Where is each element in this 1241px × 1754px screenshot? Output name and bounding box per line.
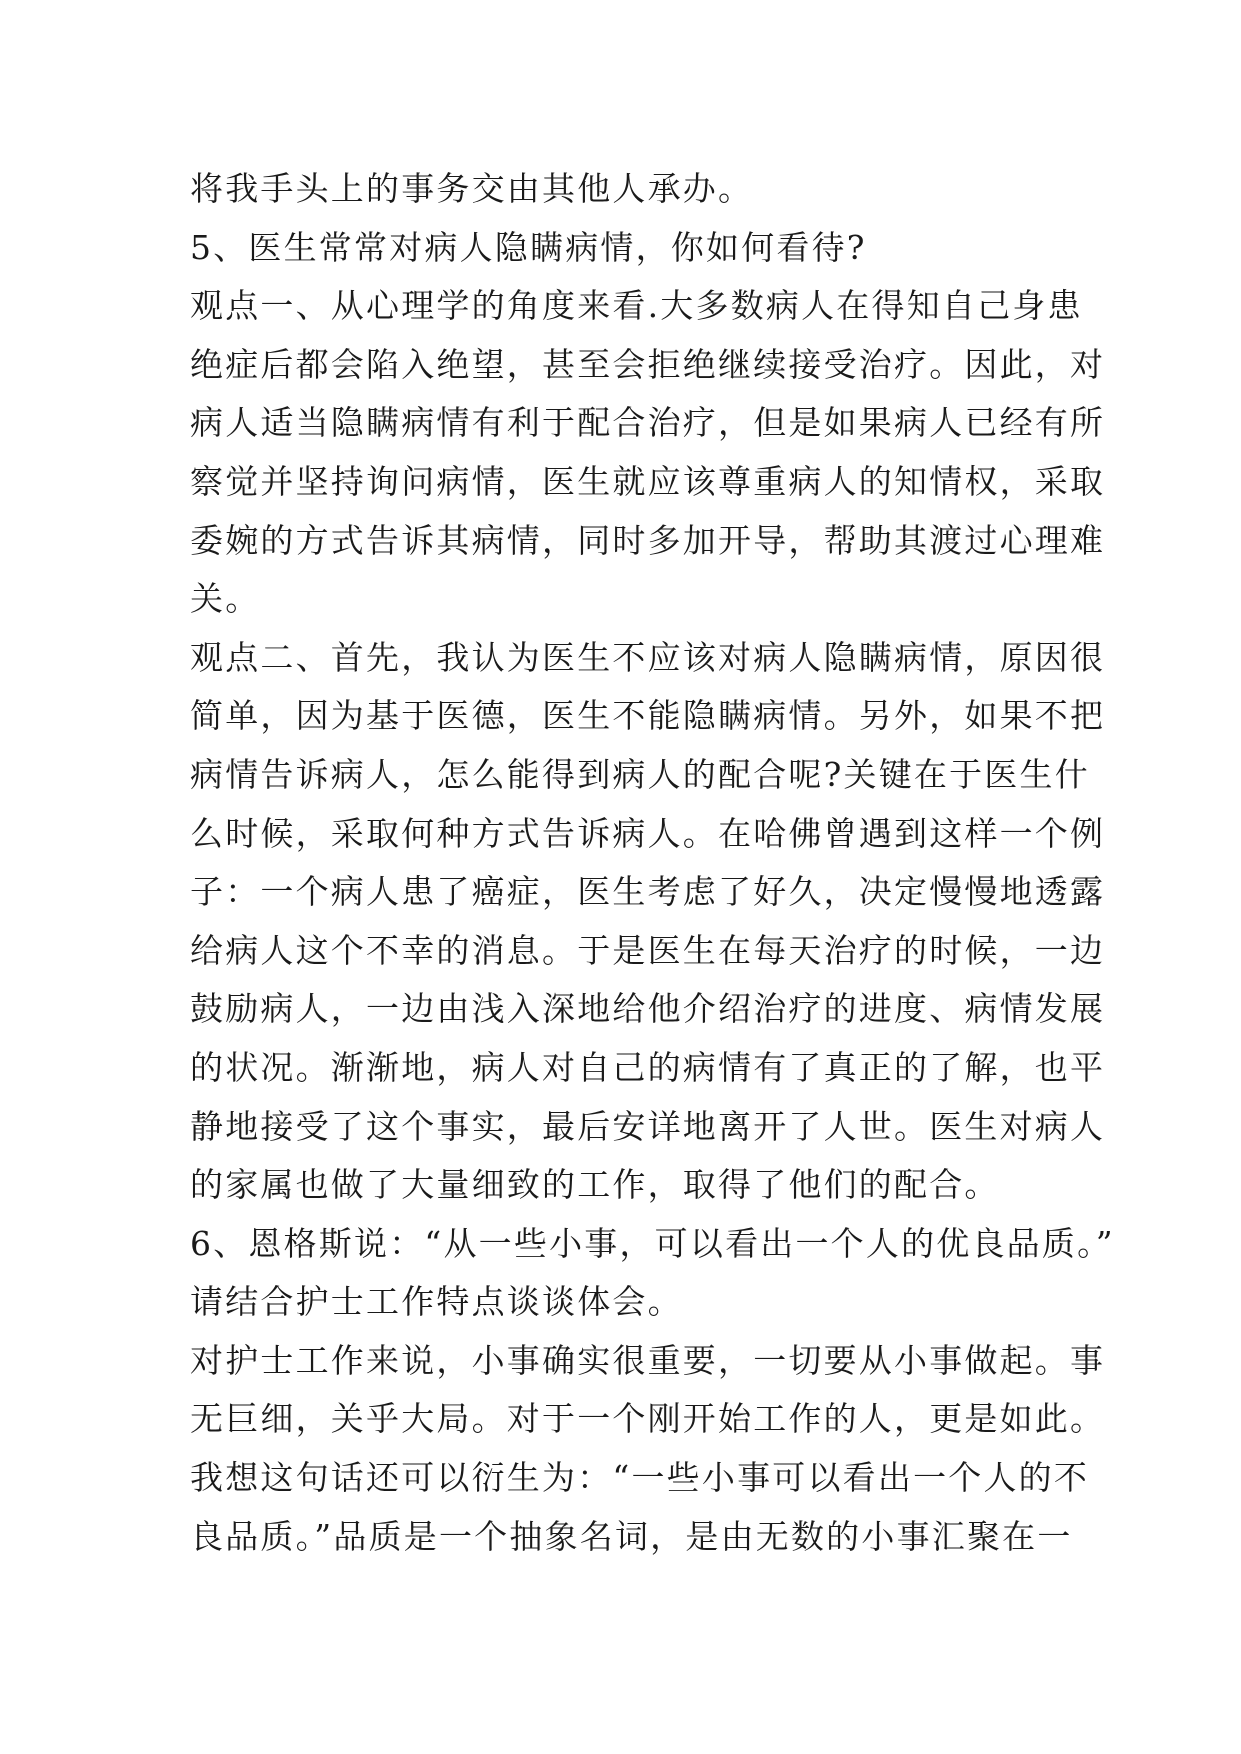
text-line: 病情告诉病人，怎么能得到病人的配合呢?关键在于医生什	[190, 754, 1090, 794]
text-line: 良品质。”品质是一个抽象名词，是由无数的小事汇聚在一	[190, 1516, 1073, 1556]
text-line: 么时候，采取何种方式告诉病人。在哈佛曾遇到这样一个例	[190, 813, 1106, 853]
text-line: 简单，因为基于医德，医生不能隐瞒病情。另外，如果不把	[190, 696, 1106, 736]
question-5-heading: 5、医生常常对病人隐瞒病情，你如何看待?	[190, 227, 867, 267]
text-line: 我想这句话还可以衍生为：“一些小事可以看出一个人的不	[190, 1458, 1090, 1498]
text-line: 的家属也做了大量细致的工作，取得了他们的配合。	[190, 1165, 1000, 1205]
text-line: 绝症后都会陷入绝望，甚至会拒绝继续接受治疗。因此，对	[190, 344, 1106, 384]
text-line: 给病人这个不幸的消息。于是医生在每天治疗的时候，一边	[190, 930, 1106, 970]
text-line: 关。	[190, 579, 261, 619]
text-line: 委婉的方式告诉其病情，同时多加开导，帮助其渡过心理难	[190, 520, 1106, 560]
text-line: 子：一个病人患了癌症，医生考虑了好久，决定慢慢地透露	[190, 872, 1106, 912]
text-line: 鼓励病人，一边由浅入深地给他介绍治疗的进度、病情发展	[190, 989, 1106, 1029]
text-line: 观点二、首先，我认为医生不应该对病人隐瞒病情，原因很	[190, 637, 1106, 677]
text-line: 对护士工作来说，小事确实很重要，一切要从小事做起。事	[190, 1340, 1106, 1380]
body-text	[190, 160, 1115, 1566]
text-line: 观点一、从心理学的角度来看.大多数病人在得知自己身患	[190, 286, 1083, 326]
text-line: 无巨细，关乎大局。对于一个刚开始工作的人，更是如此。	[190, 1399, 1106, 1439]
text-line: 察觉并坚持询问病情，医生就应该尊重病人的知情权，采取	[190, 461, 1106, 501]
question-6-heading: 6、恩格斯说：“从一些小事，可以看出一个人的优良品质。”	[190, 1223, 1115, 1263]
text-line: 静地接受了这个事实，最后安详地离开了人世。医生对病人	[190, 1106, 1106, 1146]
text-line: 将我手头上的事务交由其他人承办。	[190, 169, 754, 208]
text-line: 病人适当隐瞒病情有利于配合治疗，但是如果病人已经有所	[190, 403, 1106, 443]
text-line: 的状况。渐渐地，病人对自己的病情有了真正的了解，也平	[190, 1047, 1106, 1087]
question-6-heading-cont: 请结合护士工作特点谈谈体会。	[190, 1282, 683, 1322]
